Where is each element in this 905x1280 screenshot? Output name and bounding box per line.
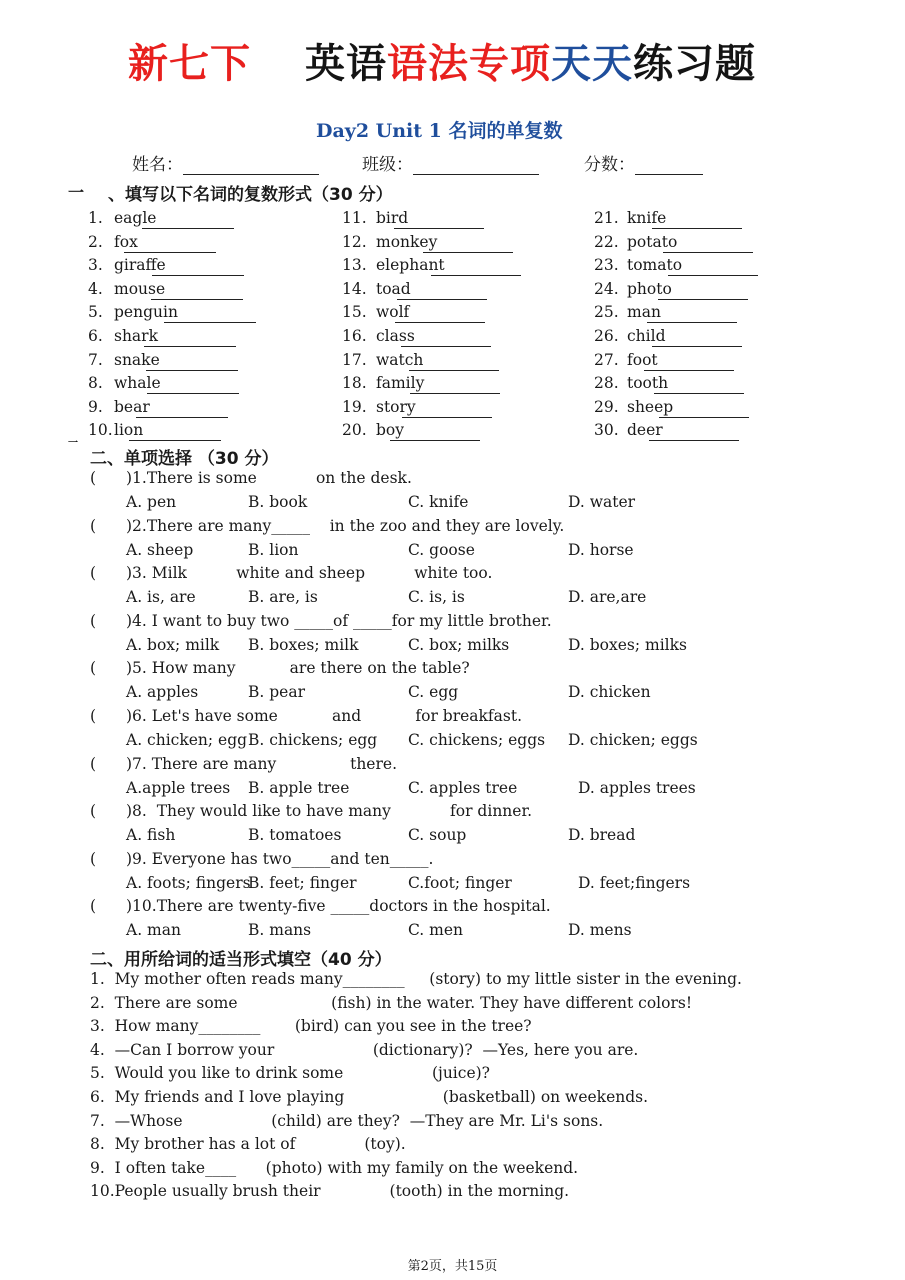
plural-item-number: 10. (88, 421, 113, 440)
fill-item: 7. —Whose (child) are they? —They are Mr. Li's sons. (90, 1111, 604, 1130)
fill-item: 2. There are some (fish) in the water. They have different colors! (90, 993, 693, 1012)
question-text: )7. There are many there. (126, 754, 397, 773)
section1-number: 一 (68, 183, 85, 202)
option-a: A. pen (126, 493, 177, 511)
option-a: A. sheep (126, 540, 194, 559)
plural-word: man (627, 303, 661, 322)
answer-blank[interactable] (129, 424, 221, 441)
answer-blank[interactable] (390, 424, 480, 441)
name-label: 姓名： (132, 155, 183, 175)
fill-item: 9. I often take____ (photo) with my family on the weekend. (90, 1158, 579, 1177)
score-blank[interactable] (635, 156, 703, 175)
fill-item: 8. My brother has a lot of (toy). (90, 1135, 406, 1154)
option-c: C. egg (408, 683, 459, 702)
plural-word: child (627, 327, 666, 345)
plural-item (627, 419, 739, 441)
plural-item-number: 15. (342, 303, 367, 322)
plural-item-number: 20. (342, 421, 367, 440)
option-b: B. apple tree (248, 778, 350, 797)
plural-item-number: 1. (88, 209, 103, 227)
plural-item-number: 7. (88, 350, 103, 369)
plural-item-number: 5. (88, 303, 103, 322)
option-a: A. foots; fingers (126, 873, 251, 892)
fill-item: 6. My friends and I love playing (basketball) on weekends. (90, 1088, 649, 1106)
plural-item-number: 30. (594, 421, 619, 440)
answer-blank[interactable] (652, 212, 742, 229)
answer-blank[interactable] (142, 212, 234, 229)
plural-word: deer (627, 421, 663, 440)
answer-blank[interactable] (124, 236, 216, 253)
plural-item (114, 278, 243, 300)
option-a: A. box; milk (126, 635, 220, 654)
plural-word: foot (627, 350, 658, 369)
option-a: A. fish (126, 826, 176, 845)
plural-item-number: 11. (342, 209, 367, 227)
plural-item (376, 372, 500, 394)
option-d: D. horse (568, 540, 634, 559)
plural-word: class (376, 327, 415, 345)
plural-item (376, 396, 492, 418)
plural-item (114, 301, 256, 323)
plural-word: family (376, 374, 425, 393)
plural-item (627, 396, 749, 418)
plural-item (627, 349, 734, 371)
plural-item (114, 231, 216, 253)
plural-word: bear (114, 397, 150, 416)
plural-item-number: 19. (342, 397, 367, 416)
question-text: )10.There are twenty-five _____doctors in the hospital. (126, 897, 551, 916)
option-c: C. knife (408, 493, 469, 511)
answer-blank[interactable] (147, 377, 239, 394)
question-text: )8. They would like to have many for dinner. (126, 802, 533, 821)
plural-item-number: 6. (88, 327, 103, 345)
plural-item (114, 349, 238, 371)
option-c: C. is, is (408, 588, 465, 607)
answer-paren[interactable]: ( (90, 516, 97, 535)
plural-item-number: 28. (594, 374, 619, 393)
title-part-4: 专项 (469, 41, 551, 87)
section3-title: 二、用所给词的适当形式填空（40 分） (90, 950, 392, 970)
plural-item-number: 16. (342, 327, 367, 345)
answer-paren[interactable]: ( (90, 849, 97, 868)
plural-word: monkey (376, 232, 438, 251)
answer-blank[interactable] (410, 377, 500, 394)
option-d: D. bread (568, 826, 636, 845)
question-text: )6. Let's have some and for breakfast. (126, 707, 523, 725)
subtitle: Day2 Unit 1 名词的单复数 (316, 120, 563, 142)
plural-item (376, 231, 513, 253)
question-text: )4. I want to buy two _____of _____for my little brother. (126, 611, 552, 630)
class-blank[interactable] (413, 156, 539, 175)
answer-paren[interactable]: ( (90, 564, 97, 583)
plural-item-number: 2. (88, 232, 103, 251)
page-title (305, 38, 756, 90)
option-c: C. soup (408, 826, 467, 845)
plural-word: sheep (627, 397, 674, 416)
plural-item (114, 372, 239, 394)
plural-item-number: 17. (342, 350, 367, 369)
plural-item-number: 3. (88, 256, 103, 275)
plural-item-number: 27. (594, 350, 619, 369)
option-b: B. chickens; egg (248, 731, 378, 749)
plural-item (376, 419, 480, 441)
fill-item: 1. My mother often reads many________ (story) to my little sister in the evening. (90, 970, 742, 988)
option-a: A. is, are (126, 588, 196, 607)
section2-number: 一 (68, 438, 78, 449)
title-part-5: 天天 (551, 41, 633, 87)
plural-item-number: 12. (342, 232, 367, 251)
class-field (362, 150, 539, 175)
plural-word: toad (376, 279, 411, 298)
plural-item-number: 29. (594, 397, 619, 416)
answer-blank[interactable] (152, 259, 244, 276)
plural-item (114, 419, 221, 441)
question-text: )9. Everyone has two_____and ten_____. (126, 849, 434, 868)
plural-item-number: 22. (594, 232, 619, 251)
question-text: )1.There is some on the desk. (126, 469, 412, 487)
option-a: A. man (126, 921, 181, 940)
plural-word: story (376, 397, 416, 416)
plural-item (376, 349, 499, 371)
answer-blank[interactable] (395, 306, 485, 323)
plural-item-number: 13. (342, 256, 367, 275)
plural-item (114, 254, 244, 276)
plural-item (376, 301, 485, 323)
plural-item (376, 207, 484, 229)
answer-blank[interactable] (658, 283, 748, 300)
option-c: C. goose (408, 540, 475, 559)
answer-blank[interactable] (164, 306, 256, 323)
plural-item (627, 301, 737, 323)
answer-blank[interactable] (431, 259, 521, 276)
option-d: D. feet;fingers (578, 873, 691, 892)
page-footer: 第2页，共15页 (407, 1259, 498, 1274)
answer-blank[interactable] (136, 401, 228, 418)
answer-blank[interactable] (423, 236, 513, 253)
plural-word: whale (114, 374, 161, 393)
option-d: D. boxes; milks (568, 635, 687, 654)
plural-word: boy (376, 421, 405, 440)
plural-word: tomato (627, 256, 683, 275)
plural-item-number: 24. (594, 279, 619, 298)
option-c: C. box; milks (408, 635, 510, 654)
answer-blank[interactable] (659, 401, 749, 418)
plural-word: snake (114, 350, 160, 369)
plural-word: bird (376, 209, 409, 227)
plural-word: elephant (376, 256, 445, 275)
answer-blank[interactable] (652, 330, 742, 347)
plural-item-number: 9. (88, 397, 103, 416)
title-part-3: 语法 (387, 41, 469, 87)
answer-blank[interactable] (654, 377, 744, 394)
plural-item (376, 325, 491, 347)
plural-item-number: 4. (88, 279, 103, 298)
option-c: C. apples tree (408, 778, 518, 797)
answer-paren[interactable]: ( (90, 754, 97, 773)
option-b: B. tomatoes (248, 826, 342, 845)
option-d: D. chicken; eggs (568, 731, 698, 749)
plural-word: potato (627, 232, 678, 251)
score-field (584, 150, 703, 175)
plural-word: mouse (114, 279, 166, 298)
plural-word: watch (376, 350, 424, 369)
plural-item (627, 254, 758, 276)
answer-blank[interactable] (401, 330, 491, 347)
section2-title: 二、单项选择 （30 分） (90, 449, 279, 469)
plural-word: tooth (627, 374, 669, 393)
plural-item (114, 207, 234, 229)
option-a: A. chicken; egg (126, 731, 248, 749)
class-label: 班级： (362, 155, 413, 175)
plural-word: knife (627, 209, 667, 227)
answer-paren[interactable]: ( (90, 707, 97, 725)
fill-item: 4. —Can I borrow your (dictionary)? —Yes, here you are. (90, 1040, 639, 1059)
answer-paren[interactable]: ( (90, 611, 97, 630)
option-b: B. book (248, 493, 308, 511)
title-part-1: 新七下 (128, 41, 251, 87)
question-text: )3. Milk white and sheep white too. (126, 564, 493, 583)
plural-item-number: 23. (594, 256, 619, 275)
fill-item: 5. Would you like to drink some (juice)? (90, 1064, 490, 1083)
option-d: D. mens (568, 921, 632, 940)
answer-blank[interactable] (409, 354, 499, 371)
title-part-2: 英语 (305, 41, 387, 87)
option-c: C. men (408, 921, 464, 940)
answer-blank[interactable] (151, 283, 243, 300)
fill-item: 3. How many________ (bird) can you see in the tree? (90, 1017, 532, 1036)
answer-paren[interactable]: ( (90, 469, 97, 487)
option-a: A.apple trees (126, 778, 231, 797)
option-d: D. apples trees (578, 778, 696, 797)
plural-item (114, 396, 228, 418)
question-text: )5. How many are there on the table? (126, 659, 470, 678)
answer-paren[interactable]: ( (90, 802, 97, 821)
plural-item (376, 254, 521, 276)
option-d: D. water (568, 493, 636, 511)
plural-item-number: 8. (88, 374, 103, 393)
option-b: B. are, is (248, 588, 318, 607)
answer-paren[interactable]: ( (90, 897, 97, 916)
option-d: D. chicken (568, 683, 651, 702)
plural-word: penguin (114, 303, 178, 322)
option-b: B. feet; finger (248, 873, 357, 892)
name-field (132, 150, 319, 175)
plural-item (627, 372, 744, 394)
title-part-6: 练习题 (633, 41, 756, 87)
plural-item (114, 325, 236, 347)
section1-title: 、填写以下名词的复数形式（30 分） (108, 185, 393, 205)
plural-word: shark (114, 327, 158, 345)
answer-blank[interactable] (144, 330, 236, 347)
plural-item (376, 278, 487, 300)
plural-item (627, 278, 748, 300)
option-b: B. mans (248, 921, 312, 940)
plural-item (627, 325, 742, 347)
answer-blank[interactable] (644, 354, 734, 371)
plural-word: fox (114, 232, 138, 251)
option-b: B. pear (248, 683, 305, 702)
plural-word: lion (114, 421, 144, 440)
plural-item-number: 18. (342, 374, 367, 393)
plural-item-number: 14. (342, 279, 367, 298)
plural-word: wolf (376, 303, 410, 322)
plural-word: photo (627, 279, 672, 298)
fill-item: 10.People usually brush their (tooth) in the morning. (90, 1182, 570, 1201)
option-c: C. chickens; eggs (408, 731, 546, 749)
answer-blank[interactable] (647, 306, 737, 323)
option-b: B. boxes; milk (248, 635, 359, 654)
plural-item (627, 207, 742, 229)
plural-word: eagle (114, 209, 157, 227)
option-c: C.foot; finger (408, 873, 512, 892)
option-a: A. apples (126, 683, 199, 702)
question-text: )2.There are many_____ in the zoo and they are lovely. (126, 516, 565, 535)
answer-blank[interactable] (668, 259, 758, 276)
answer-blank[interactable] (397, 283, 487, 300)
plural-item-number: 25. (594, 303, 619, 322)
answer-paren[interactable]: ( (90, 659, 97, 678)
plural-item (627, 231, 753, 253)
score-label: 分数： (584, 155, 635, 175)
answer-blank[interactable] (146, 354, 238, 371)
option-d: D. are,are (568, 588, 647, 607)
answer-blank[interactable] (402, 401, 492, 418)
name-blank[interactable] (183, 156, 319, 175)
plural-item-number: 26. (594, 327, 619, 345)
answer-blank[interactable] (663, 236, 753, 253)
answer-blank[interactable] (394, 212, 484, 229)
plural-word: giraffe (114, 256, 166, 275)
option-b: B. lion (248, 540, 299, 559)
answer-blank[interactable] (649, 424, 739, 441)
plural-item-number: 21. (594, 209, 619, 227)
